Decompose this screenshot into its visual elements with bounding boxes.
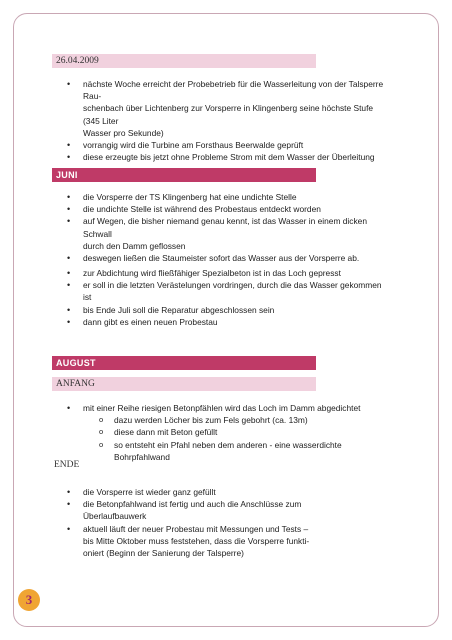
list-item: • vorrangig wird die Turbine am Forsthaus Beerwalde geprüft (52, 139, 392, 151)
list-item: • er soll in die letzten Verästelungen vordringen, durch die das Wasser gekommen ist (52, 279, 392, 303)
list-item: • diese erzeugte bis jetzt ohne Probleme Strom mit dem Wasser der Überleitung (52, 151, 392, 163)
anfang-list (52, 402, 392, 463)
list-item: • deswegen ließen die Staumeister sofort das Wasser aus der Vorsperre ab. (52, 252, 392, 264)
date-heading: 26.04.2009 (52, 54, 316, 68)
list-item: • die Betonpfahlwand ist fertig und auch die Anschlüsse zum Überlaufbauwerk (52, 498, 392, 522)
juni-list-1 (52, 191, 392, 264)
sub-list-item: o so entsteht ein Pfahl neben dem anderen - eine wasserdichte Bohrpfahlwand (83, 439, 392, 463)
ende-heading: ENDE (54, 460, 80, 470)
section1-list (52, 78, 392, 163)
page-number: 3 (25, 592, 33, 607)
list-item: • die Vorsperre der TS Klingenberg hat eine undichte Stelle (52, 191, 392, 203)
list-item: • dann gibt es einen neuen Probestau (52, 316, 392, 328)
list-item: • auf Wegen, die bisher niemand genau kennt, ist das Wasser in einem dicken Schwall durch den Damm geflossen (52, 215, 392, 252)
list-item: • bis Ende Juli soll die Reparatur abgeschlossen sein (52, 304, 392, 316)
list-item: • die undichte Stelle ist während des Probestaus entdeckt worden (52, 203, 392, 215)
sub-list-item: o dazu werden Löcher bis zum Fels gebohrt (ca. 13m) (83, 414, 392, 426)
list-item: • aktuell läuft der neuer Probestau mit Messungen und Tests – bis Mitte Oktober muss feststehen, dass die Vorsperre funkti- oniert (Beginn der Sanierung der Talsperre) (52, 523, 392, 560)
sub-list-item: o diese dann mit Beton gefüllt (83, 426, 392, 438)
juni-list-2 (52, 267, 392, 328)
august-heading: AUGUST (52, 356, 316, 370)
list-item: • die Vorsperre ist wieder ganz gefüllt (52, 486, 392, 498)
juni-heading: JUNI (52, 168, 316, 182)
ende-list (52, 486, 392, 559)
list-item: • zur Abdichtung wird fließfähiger Spezialbeton ist in das Loch gepresst (52, 267, 392, 279)
anfang-sublist (83, 414, 392, 463)
list-item: • nächste Woche erreicht der Probebetrieb für die Wasserleitung von der Talsperre Rau- schenbach über Lichtenberg zur Vorsperre in Klingenberg seine höchste Stufe (345 Liter Wasser pro Sekunde) (52, 78, 392, 139)
list-item: • mit einer Reihe riesigen Betonpfählen wird das Loch im Damm abgedichtet o dazu werden Löcher bis zum Fels gebohrt (ca. 13m) o diese dann mit Beton gefüllt o so entsteht ein Pfahl neben dem anderen - eine wasserdichte Bohrpfahlwand (52, 402, 392, 463)
page-number-badge (18, 589, 40, 611)
anfang-heading: ANFANG (52, 377, 316, 391)
